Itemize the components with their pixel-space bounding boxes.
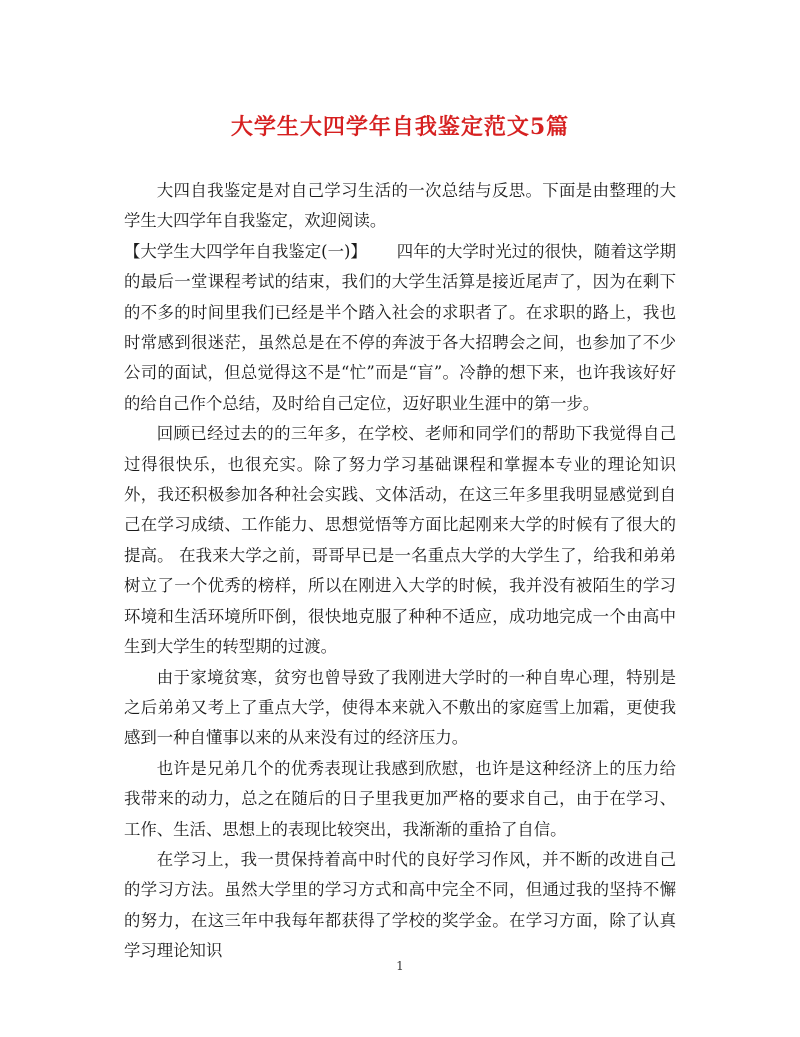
body-paragraph-2: 由于家境贫寒，贫穷也曾导致了我刚进大学时的一种自卑心理，特别是之后弟弟又考上了重点大学，使得本来就入不敷出的家庭雪上加霜，更使我感到一种自懂事以来的从来没有过的经济压力。 (124, 667, 676, 748)
section-gap (359, 242, 397, 261)
body-paragraph-1: 回顾已经过去的的三年多，在学校、老师和同学们的帮助下我觉得自己过得很快乐，也很充实。除了努力学习基础课程和掌握本专业的理论知识外，我还积极参加各种社会实践、文体活动，在这三年多里我明显感觉到自己在学习成绩、工作能力、思想觉悟等方面比起刚来大学的时候有了很大的提高。 在我来大学之前，哥哥早已是一名重点大学的大学生了，给我和弟弟树立了一个优秀的榜样，所以在刚进入大学的时候，我并没有被陌生的学习环境和生活环境所吓倒，很快地克服了种种不适应，成功地完成一个由高中生到大学生的转型期的过渡。 (124, 424, 676, 657)
body-paragraph-3: 也许是兄弟几个的优秀表现让我感到欣慰，也许是这种经济上的压力给我带来的动力，总之在随后的日子里我更加严格的要求自己，由于在学习、工作、生活、思想上的表现比较突出，我渐渐的重拾了自信。 (124, 758, 676, 839)
section-heading: 【大学生大四学年自我鉴定(一)】 (124, 241, 359, 261)
document-title: 大学生大四学年自我鉴定范文5篇 (230, 114, 570, 140)
page-number: 1 (396, 959, 404, 973)
body-paragraph-4: 在学习上，我一贯保持着高中时代的良好学习作风，并不断的改进自己的学习方法。虽然大学里的学习方式和高中完全不同，但通过我的坚持不懈的努力，在这三年中我每年都获得了学校的奖学金。在学习方面，除了认真学习理论知识 (124, 849, 676, 961)
section-body: 四年的大学时光过的很快，随着这学期的最后一堂课程考试的结束，我们的大学生活算是接近尾声了，因为在剩下的不多的时间里我们已经是半个踏入社会的求职者了。在求职的路上，我也时常感到很迷茫，虽然总是在不停的奔波于各大招聘会之间，也参加了不少公司的面试，但总觉得这不是“忙”而是“盲”。冷静的想下来，也许我该好好的给自己作个总结，及时给自己定位，迈好职业生涯中的第一步。 (124, 241, 676, 413)
intro-paragraph: 大四自我鉴定是对自己学习生活的一次总结与反思。下面是由整理的大学生大四学年自我鉴定，欢迎阅读。 (124, 181, 676, 231)
document-body (124, 176, 676, 967)
section-paragraph (124, 237, 676, 419)
